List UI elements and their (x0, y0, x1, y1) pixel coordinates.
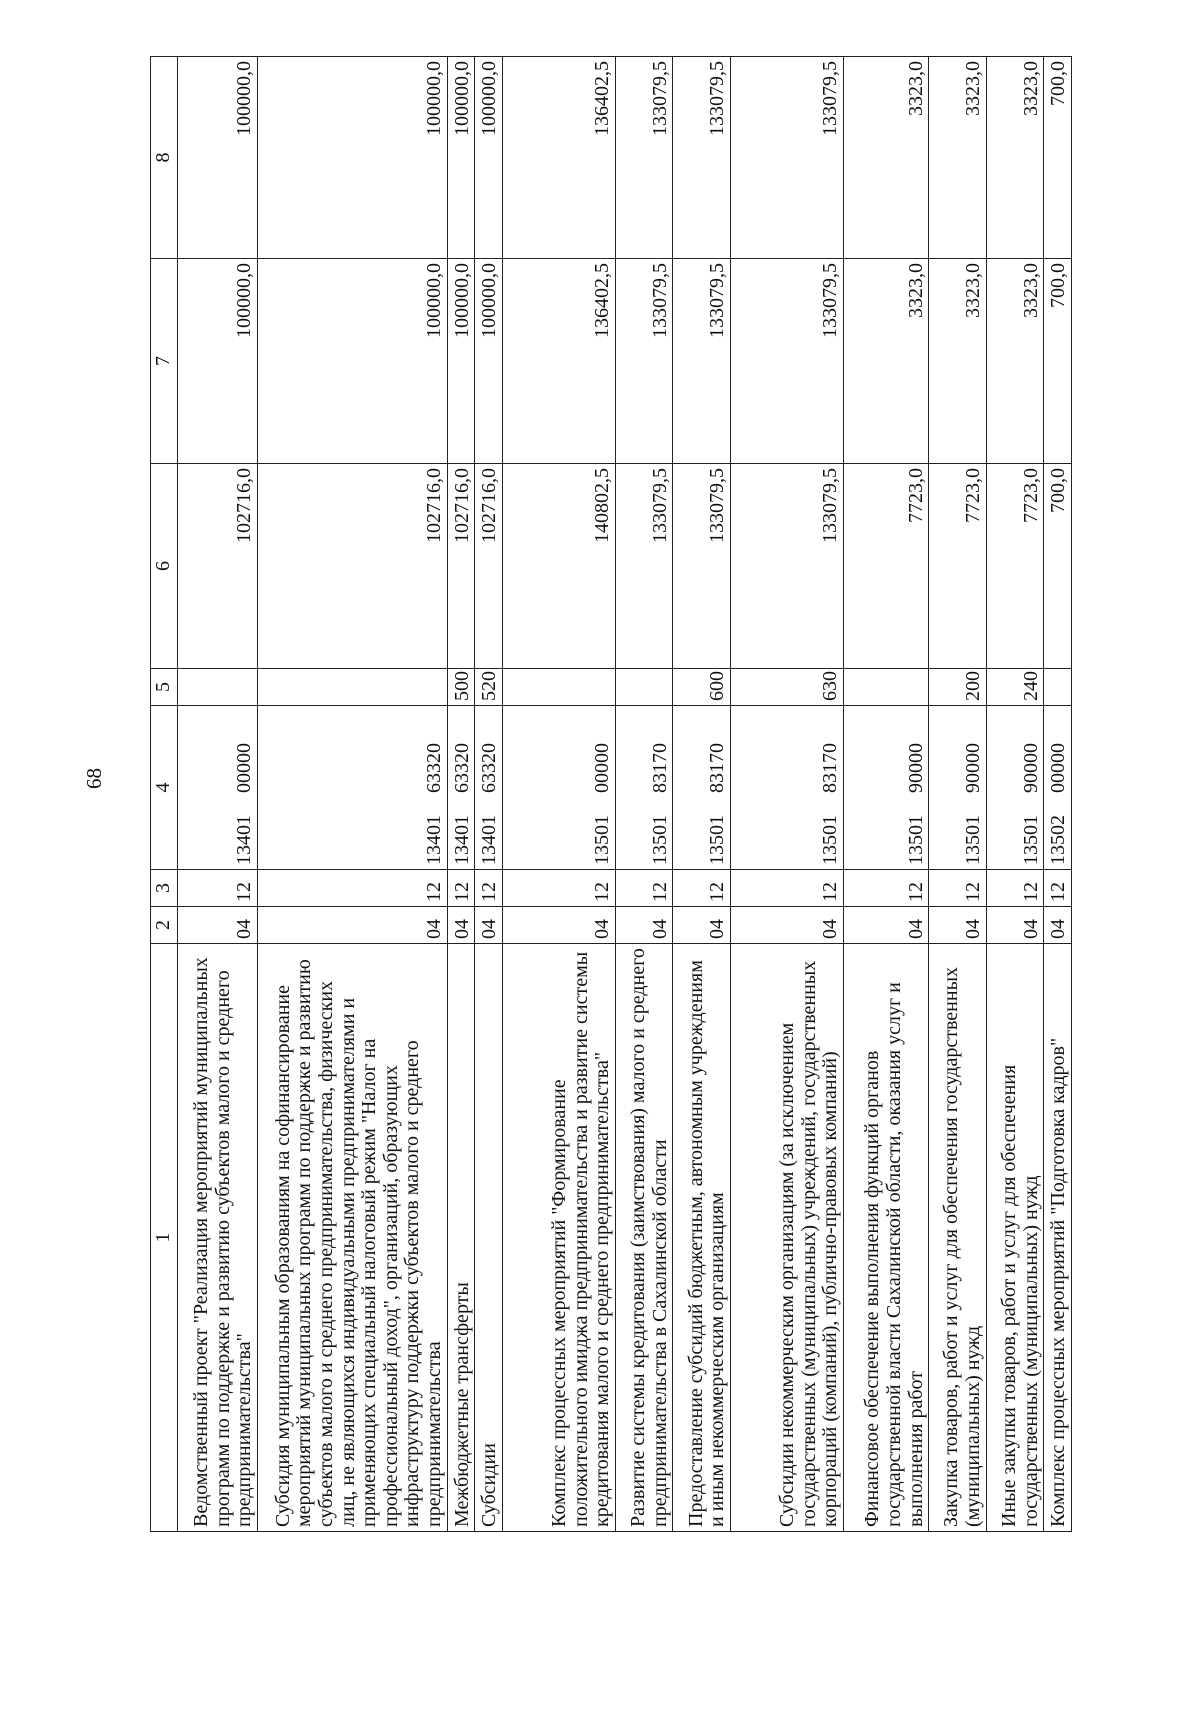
amount-col-6: 102716,0 (257, 464, 447, 669)
row-description: Субсидии (475, 944, 503, 1532)
row-description: Закупка товаров, работ и услуг для обеспечения государственных (муниципальных) нужд (929, 944, 987, 1532)
expense-type: 520 (475, 669, 503, 706)
row-description: Субсидии некоммерческим организациям (за исключением государственных (муниципальных) учреждений, государственных корпораций (компаний), публично-правовых компаний) (730, 944, 843, 1532)
subsection-code: 12 (730, 870, 843, 907)
amount-col-8: 133079,5 (673, 57, 731, 259)
target-article-direction: 90000 (904, 743, 927, 793)
amount-col-6: 102716,0 (475, 464, 503, 669)
subsection-code: 12 (615, 870, 673, 907)
expense-type: 240 (986, 669, 1044, 706)
table-header-row (151, 57, 178, 1532)
table-row (1044, 57, 1072, 1532)
amount-col-8: 100000,0 (178, 57, 258, 259)
target-article-direction: 63320 (450, 743, 473, 793)
table-row (475, 57, 503, 1532)
section-code: 04 (673, 907, 731, 944)
row-description: Субсидия муниципальным образованиям на софинансирование мероприятий муниципальных программ по поддержке и развитию субъектов малого и среднего предпринимательства, физических лиц, не являющихся индивидуальными предпринимателями и применяющих специальный налоговый режим "Налог на профессиональный доход", организаций, образующих инфраструктуру поддержки субъектов малого и среднего предпринимательства (257, 944, 447, 1532)
subsection-code: 12 (257, 870, 447, 907)
target-article (929, 706, 987, 870)
target-article-direction: 90000 (962, 743, 985, 793)
section-code: 04 (1044, 907, 1072, 944)
header-cell-6: 6 (151, 464, 178, 669)
target-article (475, 706, 503, 870)
amount-col-8: 3323,0 (843, 57, 928, 259)
subsection-code: 12 (447, 870, 475, 907)
amount-col-7: 700,0 (1044, 259, 1072, 464)
amount-col-7: 3323,0 (843, 259, 928, 464)
header-cell-3: 3 (151, 870, 178, 907)
table-row (257, 57, 447, 1532)
expense-type (502, 669, 615, 706)
table-row (730, 57, 843, 1532)
target-article (1044, 706, 1072, 870)
amount-col-8: 700,0 (1044, 57, 1072, 259)
amount-col-6: 133079,5 (615, 464, 673, 669)
amount-col-6: 700,0 (1044, 464, 1072, 669)
target-article (447, 706, 475, 870)
target-article-program: 13501 (648, 815, 671, 865)
amount-col-6: 133079,5 (673, 464, 731, 669)
target-article-program: 13401 (450, 815, 473, 865)
amount-col-7: 136402,5 (502, 259, 615, 464)
amount-col-7: 100000,0 (178, 259, 258, 464)
table-row (178, 57, 258, 1532)
subsection-code: 12 (673, 870, 731, 907)
target-article-direction: 00000 (591, 743, 614, 793)
row-description: Иные закупки товаров, работ и услуг для обеспечения государственных (муниципальных) нужд (986, 944, 1044, 1532)
table-row (615, 57, 673, 1532)
amount-col-7: 133079,5 (615, 259, 673, 464)
amount-col-7: 133079,5 (730, 259, 843, 464)
section-code: 04 (615, 907, 673, 944)
target-article-program: 13501 (819, 815, 842, 865)
target-article-direction: 90000 (1019, 743, 1042, 793)
section-code: 04 (730, 907, 843, 944)
expense-type: 500 (447, 669, 475, 706)
target-article-direction: 83170 (819, 743, 842, 793)
row-description: Ведомственный проект "Реализация мероприятий муниципальных программ по поддержке и развитию субъектов малого и среднего предпринимательства" (178, 944, 258, 1532)
table-row (986, 57, 1044, 1532)
amount-col-6: 102716,0 (178, 464, 258, 669)
section-code: 04 (257, 907, 447, 944)
target-article-direction: 63320 (422, 743, 445, 793)
amount-col-6: 102716,0 (447, 464, 475, 669)
header-cell-8: 8 (151, 57, 178, 259)
section-code: 04 (475, 907, 503, 944)
table-row (929, 57, 987, 1532)
target-article (502, 706, 615, 870)
amount-col-8: 3323,0 (929, 57, 987, 259)
row-description: Комплекс процессных мероприятий "Формирование положительного имиджа предпринимательства и развитие системы кредитования малого и среднего предпринимательства" (502, 944, 615, 1532)
target-article (178, 706, 258, 870)
amount-col-8: 100000,0 (257, 57, 447, 259)
table-row (843, 57, 928, 1532)
expense-type (615, 669, 673, 706)
row-description: Финансовое обеспечение выполнения функций органов государственной власти Сахалинской области, оказания услуг и выполнения работ (843, 944, 928, 1532)
subsection-code: 12 (986, 870, 1044, 907)
amount-col-7: 100000,0 (257, 259, 447, 464)
target-article-program: 13501 (591, 815, 614, 865)
subsection-code: 12 (502, 870, 615, 907)
budget-table-rotated (150, 57, 1072, 1532)
section-code: 04 (178, 907, 258, 944)
budget-table (150, 56, 1072, 1532)
target-article-direction: 63320 (478, 743, 501, 793)
amount-col-8: 133079,5 (730, 57, 843, 259)
target-article (257, 706, 447, 870)
subsection-code: 12 (843, 870, 928, 907)
header-cell-5: 5 (151, 669, 178, 706)
expense-type: 600 (673, 669, 731, 706)
header-cell-4: 4 (151, 706, 178, 870)
section-code: 04 (986, 907, 1044, 944)
expense-type (178, 669, 258, 706)
amount-col-7: 3323,0 (929, 259, 987, 464)
target-article-program: 13401 (233, 815, 256, 865)
target-article (986, 706, 1044, 870)
row-description: Межбюджетные трансферты (447, 944, 475, 1532)
target-article (615, 706, 673, 870)
expense-type (843, 669, 928, 706)
target-article-program: 13501 (1019, 815, 1042, 865)
amount-col-8: 133079,5 (615, 57, 673, 259)
expense-type: 630 (730, 669, 843, 706)
target-article-direction: 83170 (706, 743, 729, 793)
row-description: Комплекс процессных мероприятий "Подготовка кадров" (1044, 944, 1072, 1532)
amount-col-7: 133079,5 (673, 259, 731, 464)
target-article-direction: 00000 (1047, 743, 1070, 793)
amount-col-8: 136402,5 (502, 57, 615, 259)
subsection-code: 12 (475, 870, 503, 907)
subsection-code: 12 (1044, 870, 1072, 907)
expense-type (257, 669, 447, 706)
target-article-program: 13502 (1047, 815, 1070, 865)
target-article-program: 13501 (904, 815, 927, 865)
header-cell-2: 2 (151, 907, 178, 944)
section-code: 04 (502, 907, 615, 944)
expense-type (1044, 669, 1072, 706)
amount-col-6: 7723,0 (929, 464, 987, 669)
target-article-program: 13401 (422, 815, 445, 865)
target-article-program: 13501 (962, 815, 985, 865)
amount-col-7: 3323,0 (986, 259, 1044, 464)
target-article (673, 706, 731, 870)
amount-col-8: 100000,0 (475, 57, 503, 259)
page-number: 68 (82, 768, 106, 789)
amount-col-8: 100000,0 (447, 57, 475, 259)
amount-col-6: 7723,0 (986, 464, 1044, 669)
target-article-direction: 83170 (648, 743, 671, 793)
table-row (447, 57, 475, 1532)
header-cell-1: 1 (151, 944, 178, 1532)
table-row (502, 57, 615, 1532)
subsection-code: 12 (929, 870, 987, 907)
target-article (843, 706, 928, 870)
section-code: 04 (929, 907, 987, 944)
target-article-direction: 00000 (233, 743, 256, 793)
amount-col-8: 3323,0 (986, 57, 1044, 259)
target-article-program: 13501 (706, 815, 729, 865)
amount-col-6: 140802,5 (502, 464, 615, 669)
table-row (673, 57, 731, 1532)
row-description: Предоставление субсидий бюджетным, автономным учреждениям и иным некоммерческим организациям (673, 944, 731, 1532)
section-code: 04 (447, 907, 475, 944)
subsection-code: 12 (178, 870, 258, 907)
target-article (730, 706, 843, 870)
target-article-program: 13401 (478, 815, 501, 865)
amount-col-6: 7723,0 (843, 464, 928, 669)
amount-col-7: 100000,0 (475, 259, 503, 464)
amount-col-7: 100000,0 (447, 259, 475, 464)
amount-col-6: 133079,5 (730, 464, 843, 669)
header-cell-7: 7 (151, 259, 178, 464)
expense-type: 200 (929, 669, 987, 706)
section-code: 04 (843, 907, 928, 944)
row-description: Развитие системы кредитования (заимствования) малого и среднего предпринимательства в Сахалинской области (615, 944, 673, 1532)
